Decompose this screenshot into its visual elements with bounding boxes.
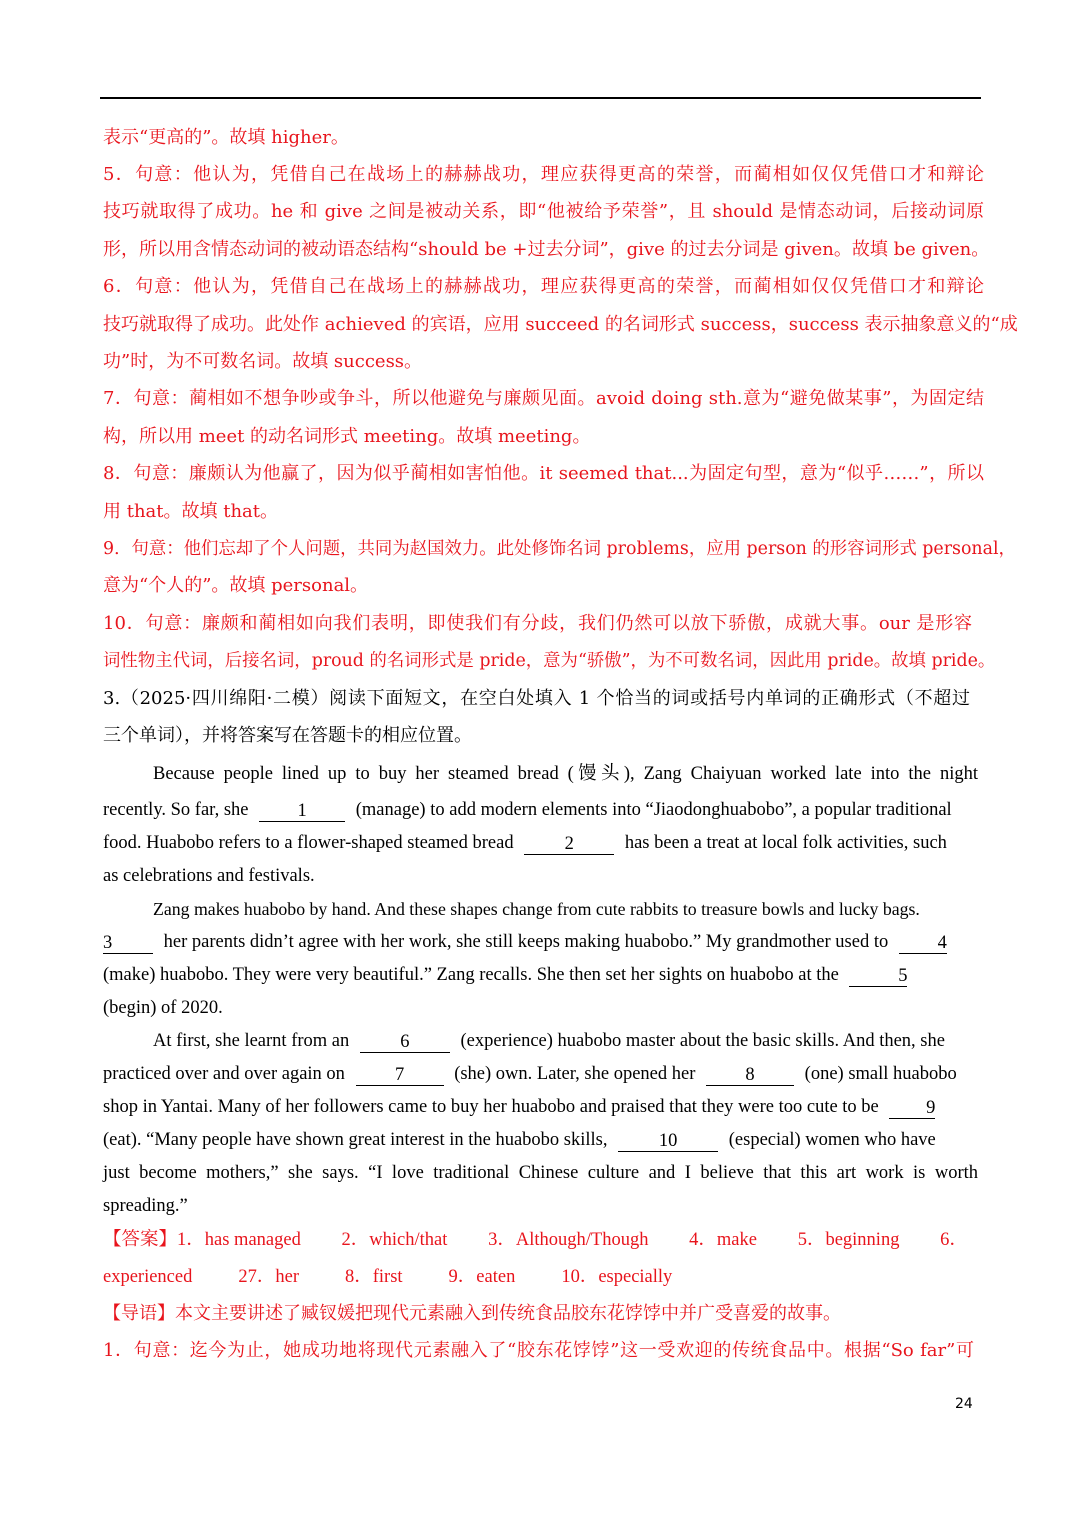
passage-line: recently. So far, she 1 (manage) to add modern elements into “Jiaodonghuabobo”, a popular traditional bbox=[103, 800, 952, 821]
passage-line: At first, she learnt from an 6 (experience) huabobo master about the basic skills. And then, she bbox=[153, 1031, 945, 1052]
explanation-line: 形，所以用含情态动词的被动语态结构“should be +过去分词”，give 的过去分词是 given。故填 be given。 bbox=[103, 239, 990, 260]
passage-line: 3 her parents didn’t agree with her work, she still keeps making huabobo.” My grandmother used to 4 bbox=[103, 932, 947, 953]
blank-5: 5 bbox=[849, 966, 907, 987]
blank-10: 10 bbox=[618, 1131, 718, 1152]
passage-line: (make) huabobo. They were very beautiful.” Zang recalls. She then set her sights on huabobo at the 5 bbox=[103, 965, 908, 986]
explanation-line: 7．句意：蔺相如不想争吵或争斗，所以他避免与廉颇见面。avoid doing sth.意为“避免做某事”，为固定结 bbox=[103, 388, 984, 409]
question-prompt: 三个单词），并将答案写在答题卡的相应位置。 bbox=[103, 725, 472, 746]
question-prompt: 3.（2025·四川绵阳·二模）阅读下面短文，在空白处填入 1 个恰当的词或括号内单词的正确形式（不超过 bbox=[103, 688, 970, 709]
explanation-line: 词性物主代词，后接名词，proud 的名词形式是 pride，意为“骄傲”，为不可数名词，因此用 pride。故填 pride。 bbox=[103, 651, 996, 671]
passage-line: food. Huabobo refers to a flower-shaped steamed bread 2 has been a treat at local folk activities, such bbox=[103, 833, 947, 854]
explanation-line: 构，所以用 meet 的动名词形式 meeting。故填 meeting。 bbox=[103, 426, 591, 447]
passage-line: Zang makes huabobo by hand. And these shapes change from cute rabbits to treasure bowls and lucky bags. bbox=[153, 899, 920, 919]
explanation-line: 意为“个人的”。故填 personal。 bbox=[103, 575, 369, 596]
explanation-line: 技巧就取得了成功。此处作 achieved 的宾语，应用 succeed 的名词形式 success，success 表示抽象意义的“成 bbox=[103, 314, 1018, 335]
guide-line: 【导语】本文主要讲述了臧钗媛把现代元素融入到传统食品胶东花饽饽中并广受喜爱的故事。 bbox=[103, 1303, 841, 1324]
page-number: 24 bbox=[955, 1396, 973, 1412]
answer-row: experienced 27．her 8．first 9．eaten 10．especially bbox=[103, 1267, 673, 1287]
explanation-line: 9．句意：他们忘却了个人问题，共同为赵国效力。此处修饰名词 problems，应用 person 的形容词形式 personal， bbox=[103, 539, 1016, 559]
passage-line: as celebrations and festivals. bbox=[103, 866, 315, 886]
passage-line: shop in Yantai. Many of her followers came to buy her huabobo and praised that they were too cute to be 9 bbox=[103, 1097, 936, 1118]
blank-8: 8 bbox=[706, 1065, 794, 1086]
answer-row: 【答案】1．has managed 2．which/that 3．Although/Though 4．make 5．beginning 6． bbox=[103, 1230, 968, 1250]
answer-label: 【答案】 bbox=[103, 1230, 178, 1250]
passage-line: (eat). “Many people have shown great interest in the huabobo skills, 10 (especial) women who have bbox=[103, 1130, 936, 1151]
explanation-line: 8．句意：廉颇认为他赢了，因为似乎蔺相如害怕他。it seemed that...为固定句型，意为“似乎……”，所以 bbox=[103, 463, 984, 484]
header-rule bbox=[100, 97, 981, 99]
explanation-line: 技巧就取得了成功。he 和 give 之间是被动关系，即“他被给予荣誉”，且 should 是情态动词，后接动词原 bbox=[103, 201, 984, 222]
explanation-line: 1．句意：迄今为止，她成功地将现代元素融入了“胶东花饽饽”这一受欢迎的传统食品中。根据“So far”可 bbox=[103, 1340, 974, 1361]
passage-line: just become mothers,” she says. “I love traditional Chinese culture and I believe that this art work is worth bbox=[103, 1163, 978, 1183]
blank-6: 6 bbox=[360, 1032, 450, 1053]
blank-9: 9 bbox=[889, 1098, 935, 1119]
blank-4: 4 bbox=[899, 933, 947, 954]
explanation-line: 5．句意：他认为，凭借自己在战场上的赫赫战功，理应获得更高的荣誉，而蔺相如仅仅凭借口才和辩论 bbox=[103, 164, 984, 185]
explanation-line: 功”时，为不可数名词。故填 success。 bbox=[103, 351, 423, 372]
blank-2: 2 bbox=[524, 834, 614, 855]
guide-label: 【导语】 bbox=[103, 1303, 175, 1324]
blank-7: 7 bbox=[356, 1065, 444, 1086]
blank-3: 3 bbox=[103, 933, 153, 954]
explanation-line: 表示“更高的”。故填 higher。 bbox=[103, 127, 349, 148]
blank-1: 1 bbox=[259, 801, 345, 822]
passage-line: Because people lined up to buy her steamed bread (馒头), Zang Chaiyuan worked late into the night bbox=[153, 764, 978, 784]
passage-line: practiced over and over again on 7 (she) own. Later, she opened her 8 (one) small huabobo bbox=[103, 1064, 957, 1085]
passage-line: (begin) of 2020. bbox=[103, 998, 223, 1018]
explanation-line: 用 that。故填 that。 bbox=[103, 501, 279, 522]
explanation-line: 10．句意：廉颇和蔺相如向我们表明，即使我们有分歧，我们仍然可以放下骄傲，成就大事。our 是形容 bbox=[103, 613, 972, 634]
passage-line: spreading.” bbox=[103, 1196, 188, 1216]
explanation-line: 6．句意：他认为，凭借自己在战场上的赫赫战功，理应获得更高的荣誉，而蔺相如仅仅凭借口才和辩论 bbox=[103, 276, 984, 297]
